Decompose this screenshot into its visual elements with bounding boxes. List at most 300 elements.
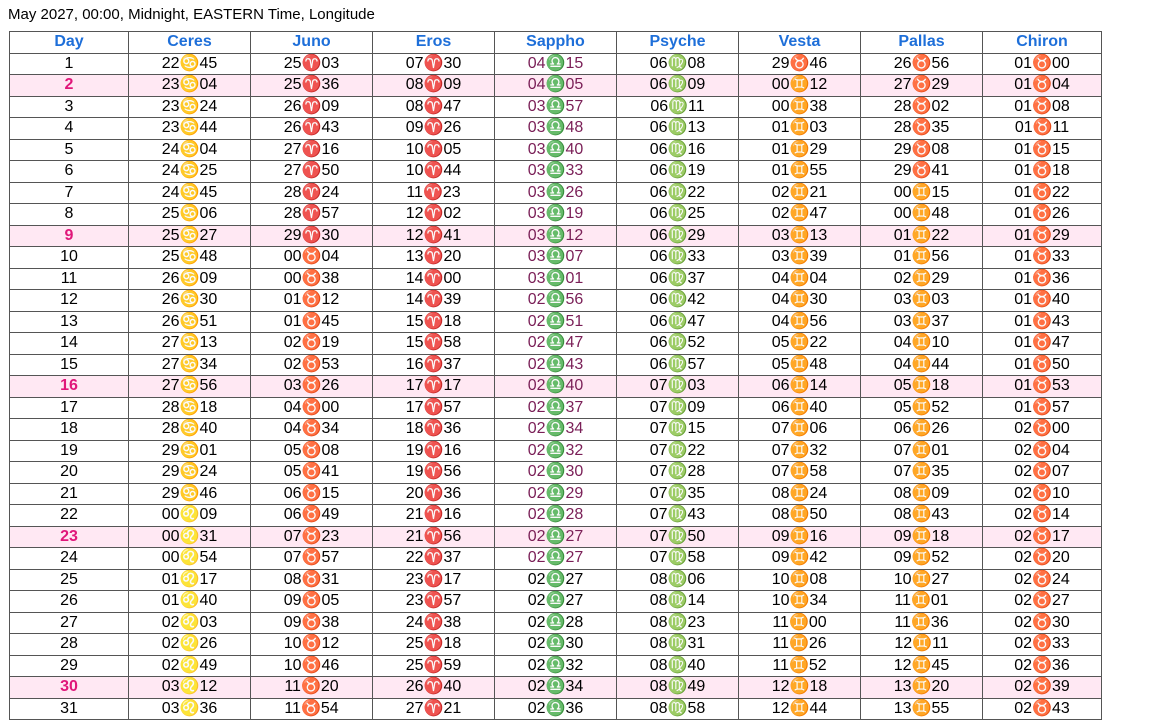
position-cell-ceres: 26♋30 xyxy=(129,290,251,312)
position-cell-juno: 04♉00 xyxy=(251,397,373,419)
position-cell-psyche: 07♍43 xyxy=(617,505,739,527)
position-cell-vesta: 10♊08 xyxy=(739,569,861,591)
table-row xyxy=(10,419,1102,441)
position-cell-chiron: 02♉00 xyxy=(983,419,1102,441)
position-cell-pallas: 00♊15 xyxy=(861,182,983,204)
position-cell-juno: 09♉38 xyxy=(251,612,373,634)
position-cell-ceres: 00♌31 xyxy=(129,526,251,548)
day-cell: 16 xyxy=(10,376,129,398)
position-cell-pallas: 28♉35 xyxy=(861,118,983,140)
position-cell-chiron: 02♉20 xyxy=(983,548,1102,570)
position-cell-pallas: 27♉29 xyxy=(861,75,983,97)
position-cell-eros: 16♈37 xyxy=(373,354,495,376)
position-cell-juno: 00♉04 xyxy=(251,247,373,269)
position-cell-juno: 27♈50 xyxy=(251,161,373,183)
position-cell-chiron: 01♉53 xyxy=(983,376,1102,398)
position-cell-psyche: 06♍08 xyxy=(617,53,739,75)
position-cell-psyche: 06♍19 xyxy=(617,161,739,183)
position-cell-vesta: 11♊26 xyxy=(739,634,861,656)
column-header-vesta: Vesta xyxy=(739,32,861,54)
position-cell-eros: 09♈26 xyxy=(373,118,495,140)
position-cell-eros: 23♈57 xyxy=(373,591,495,613)
position-cell-eros: 25♈59 xyxy=(373,655,495,677)
column-header-day: Day xyxy=(10,32,129,54)
position-cell-juno: 03♉26 xyxy=(251,376,373,398)
position-cell-pallas: 09♊18 xyxy=(861,526,983,548)
position-cell-ceres: 00♌54 xyxy=(129,548,251,570)
day-cell: 29 xyxy=(10,655,129,677)
position-cell-vesta: 29♉46 xyxy=(739,53,861,75)
position-cell-pallas: 12♊11 xyxy=(861,634,983,656)
position-cell-juno: 10♉12 xyxy=(251,634,373,656)
position-cell-chiron: 01♉40 xyxy=(983,290,1102,312)
position-cell-sappho: 02♎40 xyxy=(495,376,617,398)
position-cell-chiron: 01♉04 xyxy=(983,75,1102,97)
header-row xyxy=(10,32,1102,54)
position-cell-psyche: 06♍47 xyxy=(617,311,739,333)
position-cell-eros: 13♈20 xyxy=(373,247,495,269)
position-cell-sappho: 02♎27 xyxy=(495,569,617,591)
position-cell-juno: 08♉31 xyxy=(251,569,373,591)
position-cell-sappho: 02♎27 xyxy=(495,591,617,613)
table-row xyxy=(10,548,1102,570)
day-cell: 8 xyxy=(10,204,129,226)
position-cell-vesta: 09♊16 xyxy=(739,526,861,548)
position-cell-vesta: 11♊00 xyxy=(739,612,861,634)
position-cell-chiron: 02♉07 xyxy=(983,462,1102,484)
position-cell-vesta: 00♊38 xyxy=(739,96,861,118)
position-cell-psyche: 08♍40 xyxy=(617,655,739,677)
day-cell: 27 xyxy=(10,612,129,634)
position-cell-juno: 26♈09 xyxy=(251,96,373,118)
page-subtitle: May 2027, 00:00, Midnight, EASTERN Time, Longitude xyxy=(8,6,375,23)
position-cell-ceres: 00♌09 xyxy=(129,505,251,527)
position-cell-juno: 05♉41 xyxy=(251,462,373,484)
table-row xyxy=(10,290,1102,312)
position-cell-sappho: 03♎07 xyxy=(495,247,617,269)
position-cell-sappho: 04♎05 xyxy=(495,75,617,97)
position-cell-chiron: 02♉14 xyxy=(983,505,1102,527)
position-cell-juno: 25♈03 xyxy=(251,53,373,75)
position-cell-sappho: 02♎37 xyxy=(495,397,617,419)
position-cell-sappho: 03♎19 xyxy=(495,204,617,226)
position-cell-vesta: 08♊50 xyxy=(739,505,861,527)
position-cell-psyche: 07♍35 xyxy=(617,483,739,505)
position-cell-pallas: 13♊20 xyxy=(861,677,983,699)
position-cell-eros: 19♈56 xyxy=(373,462,495,484)
position-cell-pallas: 04♊10 xyxy=(861,333,983,355)
column-header-eros: Eros xyxy=(373,32,495,54)
column-header-sappho: Sappho xyxy=(495,32,617,54)
position-cell-sappho: 02♎27 xyxy=(495,526,617,548)
position-cell-chiron: 02♉43 xyxy=(983,698,1102,720)
table-row xyxy=(10,268,1102,290)
position-cell-pallas: 07♊01 xyxy=(861,440,983,462)
position-cell-pallas: 07♊35 xyxy=(861,462,983,484)
position-cell-vesta: 02♊47 xyxy=(739,204,861,226)
position-cell-psyche: 06♍33 xyxy=(617,247,739,269)
position-cell-chiron: 02♉30 xyxy=(983,612,1102,634)
position-cell-juno: 10♉46 xyxy=(251,655,373,677)
position-cell-ceres: 25♋27 xyxy=(129,225,251,247)
position-cell-eros: 23♈17 xyxy=(373,569,495,591)
position-cell-chiron: 02♉04 xyxy=(983,440,1102,462)
position-cell-sappho: 03♎12 xyxy=(495,225,617,247)
position-cell-juno: 05♉08 xyxy=(251,440,373,462)
position-cell-sappho: 04♎15 xyxy=(495,53,617,75)
position-cell-psyche: 06♍25 xyxy=(617,204,739,226)
position-cell-ceres: 25♋48 xyxy=(129,247,251,269)
position-cell-ceres: 24♋04 xyxy=(129,139,251,161)
day-cell: 30 xyxy=(10,677,129,699)
position-cell-eros: 20♈36 xyxy=(373,483,495,505)
day-cell: 17 xyxy=(10,397,129,419)
position-cell-sappho: 02♎32 xyxy=(495,655,617,677)
position-cell-juno: 11♉20 xyxy=(251,677,373,699)
position-cell-vesta: 04♊04 xyxy=(739,268,861,290)
position-cell-psyche: 06♍57 xyxy=(617,354,739,376)
table-row xyxy=(10,204,1102,226)
position-cell-chiron: 01♉18 xyxy=(983,161,1102,183)
position-cell-sappho: 03♎01 xyxy=(495,268,617,290)
position-cell-psyche: 08♍49 xyxy=(617,677,739,699)
position-cell-chiron: 01♉08 xyxy=(983,96,1102,118)
position-cell-chiron: 01♉26 xyxy=(983,204,1102,226)
position-cell-psyche: 06♍52 xyxy=(617,333,739,355)
position-cell-eros: 12♈41 xyxy=(373,225,495,247)
position-cell-vesta: 04♊56 xyxy=(739,311,861,333)
position-cell-sappho: 02♎56 xyxy=(495,290,617,312)
position-cell-chiron: 02♉24 xyxy=(983,569,1102,591)
position-cell-ceres: 02♌49 xyxy=(129,655,251,677)
position-cell-sappho: 03♎57 xyxy=(495,96,617,118)
table-row xyxy=(10,333,1102,355)
position-cell-psyche: 07♍03 xyxy=(617,376,739,398)
day-cell: 22 xyxy=(10,505,129,527)
day-cell: 13 xyxy=(10,311,129,333)
table-row xyxy=(10,397,1102,419)
position-cell-juno: 06♉15 xyxy=(251,483,373,505)
position-cell-pallas: 01♊56 xyxy=(861,247,983,269)
position-cell-vesta: 09♊42 xyxy=(739,548,861,570)
position-cell-sappho: 02♎32 xyxy=(495,440,617,462)
position-cell-vesta: 06♊40 xyxy=(739,397,861,419)
position-cell-chiron: 01♉50 xyxy=(983,354,1102,376)
position-cell-chiron: 01♉15 xyxy=(983,139,1102,161)
day-cell: 5 xyxy=(10,139,129,161)
position-cell-eros: 15♈58 xyxy=(373,333,495,355)
position-cell-ceres: 23♋04 xyxy=(129,75,251,97)
column-header-pallas: Pallas xyxy=(861,32,983,54)
ephemeris-table xyxy=(9,31,1102,720)
position-cell-psyche: 08♍06 xyxy=(617,569,739,591)
position-cell-juno: 27♈16 xyxy=(251,139,373,161)
position-cell-vesta: 07♊58 xyxy=(739,462,861,484)
position-cell-psyche: 08♍23 xyxy=(617,612,739,634)
position-cell-ceres: 02♌03 xyxy=(129,612,251,634)
position-cell-ceres: 25♋06 xyxy=(129,204,251,226)
position-cell-ceres: 28♋40 xyxy=(129,419,251,441)
table-row xyxy=(10,247,1102,269)
day-cell: 15 xyxy=(10,354,129,376)
position-cell-sappho: 02♎28 xyxy=(495,612,617,634)
position-cell-pallas: 05♊18 xyxy=(861,376,983,398)
table-row xyxy=(10,526,1102,548)
position-cell-psyche: 06♍22 xyxy=(617,182,739,204)
column-header-ceres: Ceres xyxy=(129,32,251,54)
position-cell-pallas: 29♉08 xyxy=(861,139,983,161)
position-cell-psyche: 06♍11 xyxy=(617,96,739,118)
position-cell-chiron: 01♉43 xyxy=(983,311,1102,333)
table-row xyxy=(10,505,1102,527)
position-cell-psyche: 08♍14 xyxy=(617,591,739,613)
table-row xyxy=(10,354,1102,376)
position-cell-psyche: 07♍50 xyxy=(617,526,739,548)
column-header-juno: Juno xyxy=(251,32,373,54)
position-cell-pallas: 10♊27 xyxy=(861,569,983,591)
position-cell-juno: 26♈43 xyxy=(251,118,373,140)
position-cell-sappho: 02♎47 xyxy=(495,333,617,355)
position-cell-juno: 06♉49 xyxy=(251,505,373,527)
table-row xyxy=(10,612,1102,634)
position-cell-vesta: 05♊22 xyxy=(739,333,861,355)
day-cell: 11 xyxy=(10,268,129,290)
table-row xyxy=(10,462,1102,484)
position-cell-psyche: 07♍15 xyxy=(617,419,739,441)
position-cell-psyche: 07♍09 xyxy=(617,397,739,419)
position-cell-pallas: 08♊09 xyxy=(861,483,983,505)
position-cell-vesta: 01♊03 xyxy=(739,118,861,140)
position-cell-vesta: 01♊55 xyxy=(739,161,861,183)
position-cell-ceres: 02♌26 xyxy=(129,634,251,656)
day-cell: 3 xyxy=(10,96,129,118)
table-row xyxy=(10,376,1102,398)
position-cell-eros: 12♈02 xyxy=(373,204,495,226)
position-cell-pallas: 29♉41 xyxy=(861,161,983,183)
table-row xyxy=(10,311,1102,333)
day-cell: 24 xyxy=(10,548,129,570)
table-row xyxy=(10,96,1102,118)
position-cell-psyche: 06♍16 xyxy=(617,139,739,161)
day-cell: 9 xyxy=(10,225,129,247)
position-cell-juno: 00♉38 xyxy=(251,268,373,290)
position-cell-chiron: 01♉00 xyxy=(983,53,1102,75)
position-cell-ceres: 29♋46 xyxy=(129,483,251,505)
position-cell-vesta: 04♊30 xyxy=(739,290,861,312)
position-cell-ceres: 24♋45 xyxy=(129,182,251,204)
position-cell-eros: 08♈09 xyxy=(373,75,495,97)
position-cell-chiron: 01♉36 xyxy=(983,268,1102,290)
day-cell: 26 xyxy=(10,591,129,613)
position-cell-sappho: 03♎26 xyxy=(495,182,617,204)
position-cell-pallas: 09♊52 xyxy=(861,548,983,570)
position-cell-psyche: 06♍42 xyxy=(617,290,739,312)
position-cell-juno: 28♈24 xyxy=(251,182,373,204)
position-cell-eros: 07♈30 xyxy=(373,53,495,75)
position-cell-pallas: 13♊55 xyxy=(861,698,983,720)
position-cell-sappho: 02♎51 xyxy=(495,311,617,333)
position-cell-vesta: 11♊52 xyxy=(739,655,861,677)
table-row xyxy=(10,698,1102,720)
position-cell-vesta: 01♊29 xyxy=(739,139,861,161)
position-cell-vesta: 02♊21 xyxy=(739,182,861,204)
position-cell-vesta: 00♊12 xyxy=(739,75,861,97)
day-cell: 20 xyxy=(10,462,129,484)
table-row xyxy=(10,118,1102,140)
table-row xyxy=(10,53,1102,75)
table-row xyxy=(10,591,1102,613)
day-cell: 25 xyxy=(10,569,129,591)
day-cell: 14 xyxy=(10,333,129,355)
day-cell: 31 xyxy=(10,698,129,720)
position-cell-pallas: 06♊26 xyxy=(861,419,983,441)
position-cell-pallas: 12♊45 xyxy=(861,655,983,677)
table-row xyxy=(10,225,1102,247)
table-row xyxy=(10,569,1102,591)
position-cell-sappho: 02♎34 xyxy=(495,419,617,441)
position-cell-psyche: 06♍13 xyxy=(617,118,739,140)
position-cell-sappho: 02♎34 xyxy=(495,677,617,699)
day-cell: 23 xyxy=(10,526,129,548)
day-cell: 18 xyxy=(10,419,129,441)
position-cell-pallas: 11♊36 xyxy=(861,612,983,634)
position-cell-ceres: 27♋13 xyxy=(129,333,251,355)
position-cell-juno: 02♉19 xyxy=(251,333,373,355)
position-cell-pallas: 00♊48 xyxy=(861,204,983,226)
position-cell-vesta: 07♊06 xyxy=(739,419,861,441)
position-cell-sappho: 03♎48 xyxy=(495,118,617,140)
position-cell-vesta: 08♊24 xyxy=(739,483,861,505)
position-cell-ceres: 29♋01 xyxy=(129,440,251,462)
table-row xyxy=(10,440,1102,462)
position-cell-ceres: 26♋51 xyxy=(129,311,251,333)
position-cell-chiron: 01♉47 xyxy=(983,333,1102,355)
position-cell-sappho: 02♎28 xyxy=(495,505,617,527)
column-header-psyche: Psyche xyxy=(617,32,739,54)
position-cell-chiron: 01♉11 xyxy=(983,118,1102,140)
position-cell-chiron: 02♉17 xyxy=(983,526,1102,548)
table-row xyxy=(10,634,1102,656)
position-cell-sappho: 02♎30 xyxy=(495,462,617,484)
day-cell: 19 xyxy=(10,440,129,462)
position-cell-ceres: 03♌12 xyxy=(129,677,251,699)
position-cell-eros: 19♈16 xyxy=(373,440,495,462)
position-cell-pallas: 26♉56 xyxy=(861,53,983,75)
position-cell-juno: 11♉54 xyxy=(251,698,373,720)
position-cell-vesta: 07♊32 xyxy=(739,440,861,462)
position-cell-sappho: 02♎36 xyxy=(495,698,617,720)
position-cell-ceres: 24♋25 xyxy=(129,161,251,183)
position-cell-eros: 22♈37 xyxy=(373,548,495,570)
position-cell-juno: 28♈57 xyxy=(251,204,373,226)
position-cell-chiron: 02♉39 xyxy=(983,677,1102,699)
position-cell-eros: 10♈05 xyxy=(373,139,495,161)
position-cell-sappho: 03♎40 xyxy=(495,139,617,161)
position-cell-chiron: 02♉36 xyxy=(983,655,1102,677)
position-cell-ceres: 03♌36 xyxy=(129,698,251,720)
position-cell-eros: 21♈16 xyxy=(373,505,495,527)
column-header-chiron: Chiron xyxy=(983,32,1102,54)
position-cell-psyche: 06♍29 xyxy=(617,225,739,247)
position-cell-chiron: 02♉27 xyxy=(983,591,1102,613)
table-row xyxy=(10,161,1102,183)
position-cell-juno: 01♉12 xyxy=(251,290,373,312)
position-cell-pallas: 01♊22 xyxy=(861,225,983,247)
table-row xyxy=(10,677,1102,699)
position-cell-vesta: 05♊48 xyxy=(739,354,861,376)
position-cell-ceres: 01♌40 xyxy=(129,591,251,613)
position-cell-psyche: 07♍58 xyxy=(617,548,739,570)
position-cell-vesta: 03♊39 xyxy=(739,247,861,269)
position-cell-juno: 09♉05 xyxy=(251,591,373,613)
position-cell-sappho: 02♎27 xyxy=(495,548,617,570)
table-row xyxy=(10,483,1102,505)
position-cell-chiron: 02♉33 xyxy=(983,634,1102,656)
position-cell-ceres: 23♋24 xyxy=(129,96,251,118)
position-cell-chiron: 01♉29 xyxy=(983,225,1102,247)
position-cell-eros: 15♈18 xyxy=(373,311,495,333)
position-cell-ceres: 01♌17 xyxy=(129,569,251,591)
position-cell-juno: 02♉53 xyxy=(251,354,373,376)
position-cell-vesta: 06♊14 xyxy=(739,376,861,398)
position-cell-chiron: 01♉22 xyxy=(983,182,1102,204)
position-cell-eros: 26♈40 xyxy=(373,677,495,699)
table-row xyxy=(10,75,1102,97)
position-cell-ceres: 27♋34 xyxy=(129,354,251,376)
position-cell-ceres: 28♋18 xyxy=(129,397,251,419)
position-cell-psyche: 06♍09 xyxy=(617,75,739,97)
position-cell-juno: 29♈30 xyxy=(251,225,373,247)
position-cell-juno: 01♉45 xyxy=(251,311,373,333)
table-body xyxy=(10,53,1102,720)
position-cell-ceres: 23♋44 xyxy=(129,118,251,140)
position-cell-vesta: 12♊44 xyxy=(739,698,861,720)
day-cell: 4 xyxy=(10,118,129,140)
position-cell-psyche: 08♍31 xyxy=(617,634,739,656)
position-cell-eros: 25♈18 xyxy=(373,634,495,656)
position-cell-pallas: 03♊37 xyxy=(861,311,983,333)
position-cell-pallas: 03♊03 xyxy=(861,290,983,312)
position-cell-ceres: 29♋24 xyxy=(129,462,251,484)
position-cell-pallas: 11♊01 xyxy=(861,591,983,613)
position-cell-sappho: 02♎43 xyxy=(495,354,617,376)
position-cell-eros: 21♈56 xyxy=(373,526,495,548)
day-cell: 10 xyxy=(10,247,129,269)
position-cell-pallas: 02♊29 xyxy=(861,268,983,290)
position-cell-vesta: 12♊18 xyxy=(739,677,861,699)
position-cell-vesta: 03♊13 xyxy=(739,225,861,247)
position-cell-eros: 17♈17 xyxy=(373,376,495,398)
position-cell-sappho: 03♎33 xyxy=(495,161,617,183)
table-row xyxy=(10,182,1102,204)
position-cell-chiron: 02♉10 xyxy=(983,483,1102,505)
position-cell-vesta: 10♊34 xyxy=(739,591,861,613)
position-cell-pallas: 28♉02 xyxy=(861,96,983,118)
position-cell-sappho: 02♎29 xyxy=(495,483,617,505)
position-cell-eros: 17♈57 xyxy=(373,397,495,419)
position-cell-juno: 25♈36 xyxy=(251,75,373,97)
day-cell: 12 xyxy=(10,290,129,312)
position-cell-chiron: 01♉33 xyxy=(983,247,1102,269)
position-cell-eros: 14♈00 xyxy=(373,268,495,290)
day-cell: 6 xyxy=(10,161,129,183)
position-cell-eros: 11♈23 xyxy=(373,182,495,204)
position-cell-juno: 07♉57 xyxy=(251,548,373,570)
day-cell: 2 xyxy=(10,75,129,97)
position-cell-juno: 07♉23 xyxy=(251,526,373,548)
position-cell-sappho: 02♎30 xyxy=(495,634,617,656)
position-cell-ceres: 26♋09 xyxy=(129,268,251,290)
